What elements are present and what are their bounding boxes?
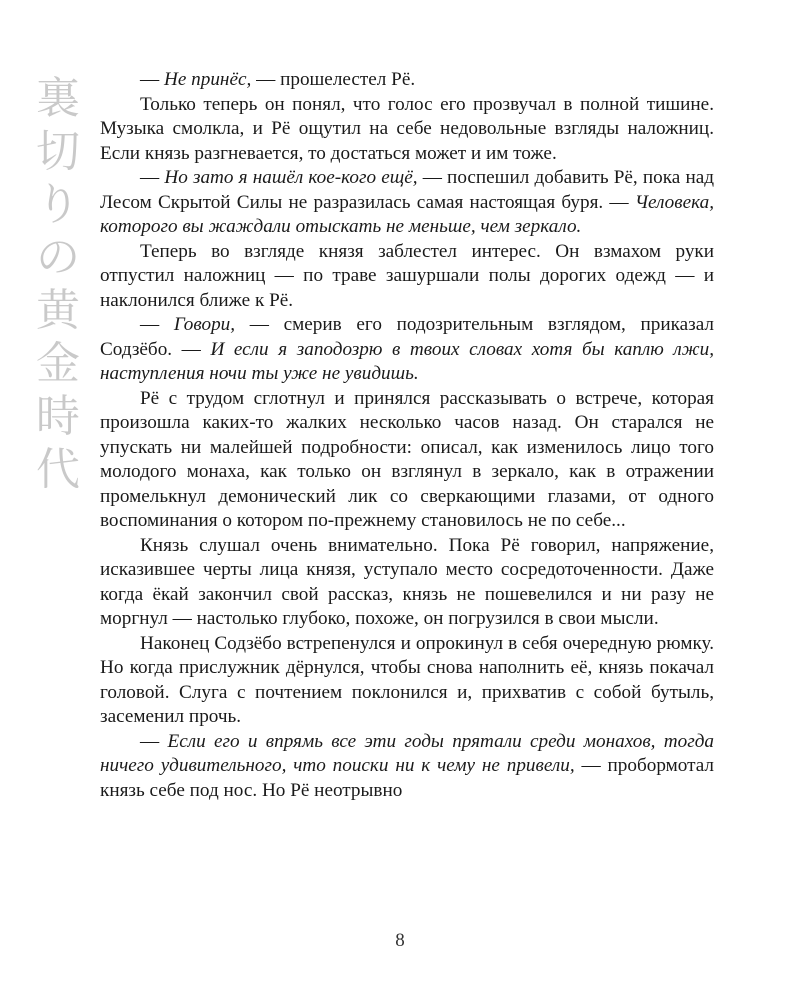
page-body-text xyxy=(100,68,714,803)
text-run: — xyxy=(140,730,168,752)
text-run: — пробормотал князь себе под нос. Но Рё неотрывно xyxy=(100,755,714,801)
text-run: — xyxy=(140,69,164,90)
paragraph xyxy=(100,730,714,804)
paragraph xyxy=(100,534,714,632)
paragraph xyxy=(100,93,714,167)
paragraph xyxy=(100,632,714,730)
title-character: り xyxy=(36,179,80,230)
italic-text-run: И если я заподозрю в твоих словах хотя бы каплю лжи, наступления ночи ты уже не увидишь. xyxy=(100,338,714,384)
text-run: Наконец Содзёбо встрепенулся и опрокинул в себя очередную рюмку. Но когда прислужник дёрнулся, чтобы снова наполнить её, князь покачал головой. Слуга с почтением поклонился и, прихватив с собой бутыль, засеменил прочь. xyxy=(100,632,714,727)
paragraph xyxy=(100,240,714,314)
title-character: 黄 xyxy=(36,285,80,336)
italic-text-run: Но зато я нашёл кое-кого ещё, xyxy=(164,167,418,188)
text-run: Рё с трудом сглотнул и принялся рассказывать о встрече, которая произошла каких-то жалких несколько часов назад. Он старался не упускать ни малейшей подробности: описал, как изменилось лицо того молодого монаха, как только он взглянул в зеркало, как в отражении промелькнул демонический лик со сверкающими глазами, от одного воспоминания о котором по-прежнему становилось не по себе... xyxy=(100,387,714,531)
text-run: — смерив его подозрительным взглядом, приказал Содзёбо. — xyxy=(100,314,715,360)
paragraph xyxy=(100,313,714,387)
page-number: 8 xyxy=(395,930,405,951)
text-run: Теперь во взгляде князя заблестел интерес. Он взмахом руки отпустил наложниц — по траве зашуршали полы дорогих одежд — и наклонился ближе к Рё. xyxy=(100,240,714,311)
text-run: — поспешил добавить Рё, пока над Лесом Скрытой Силы не разразилась самая настоящая буря. — xyxy=(100,167,714,213)
title-character: 時 xyxy=(36,391,80,442)
paragraph xyxy=(100,166,714,240)
italic-text-run: Если его и впрямь все эти годы прятали среди монахов, тогда ничего удивительного, что поиски ни к чему не привели, xyxy=(100,730,715,776)
italic-text-run: Человека, которого вы жаждали отыскать не меньше, чем зеркало. xyxy=(100,191,714,237)
vertical-book-title xyxy=(28,72,88,496)
text-run: — xyxy=(140,167,165,188)
title-character: の xyxy=(36,232,80,283)
title-character: 切 xyxy=(36,126,80,177)
text-run: Князь слушал очень внимательно. Пока Рё говорил, напряжение, исказившее черты лица князя, уступало место сосредоточенности. Даже когда ёкай закончил свой рассказ, князь не пошевелился и ни разу не моргнул — настолько глубоко, похоже, он погрузился в свои мысли. xyxy=(100,534,714,629)
title-character: 裏 xyxy=(36,73,80,124)
paragraph xyxy=(100,68,714,93)
title-character: 金 xyxy=(36,338,80,389)
italic-text-run: Не принёс, xyxy=(163,69,252,90)
text-run: — xyxy=(140,314,174,335)
text-run: — прошелестел Рё. xyxy=(251,69,416,90)
text-run: Только теперь он понял, что голос его прозвучал в полной тишине. Музыка смолкла, и Рё ощутил на себе недовольные взгляды наложниц. Если князь разгневается, то достаться может и им тоже. xyxy=(100,93,714,164)
title-character: 代 xyxy=(36,444,80,495)
paragraph xyxy=(100,387,714,534)
italic-text-run: Говори, xyxy=(173,314,236,335)
